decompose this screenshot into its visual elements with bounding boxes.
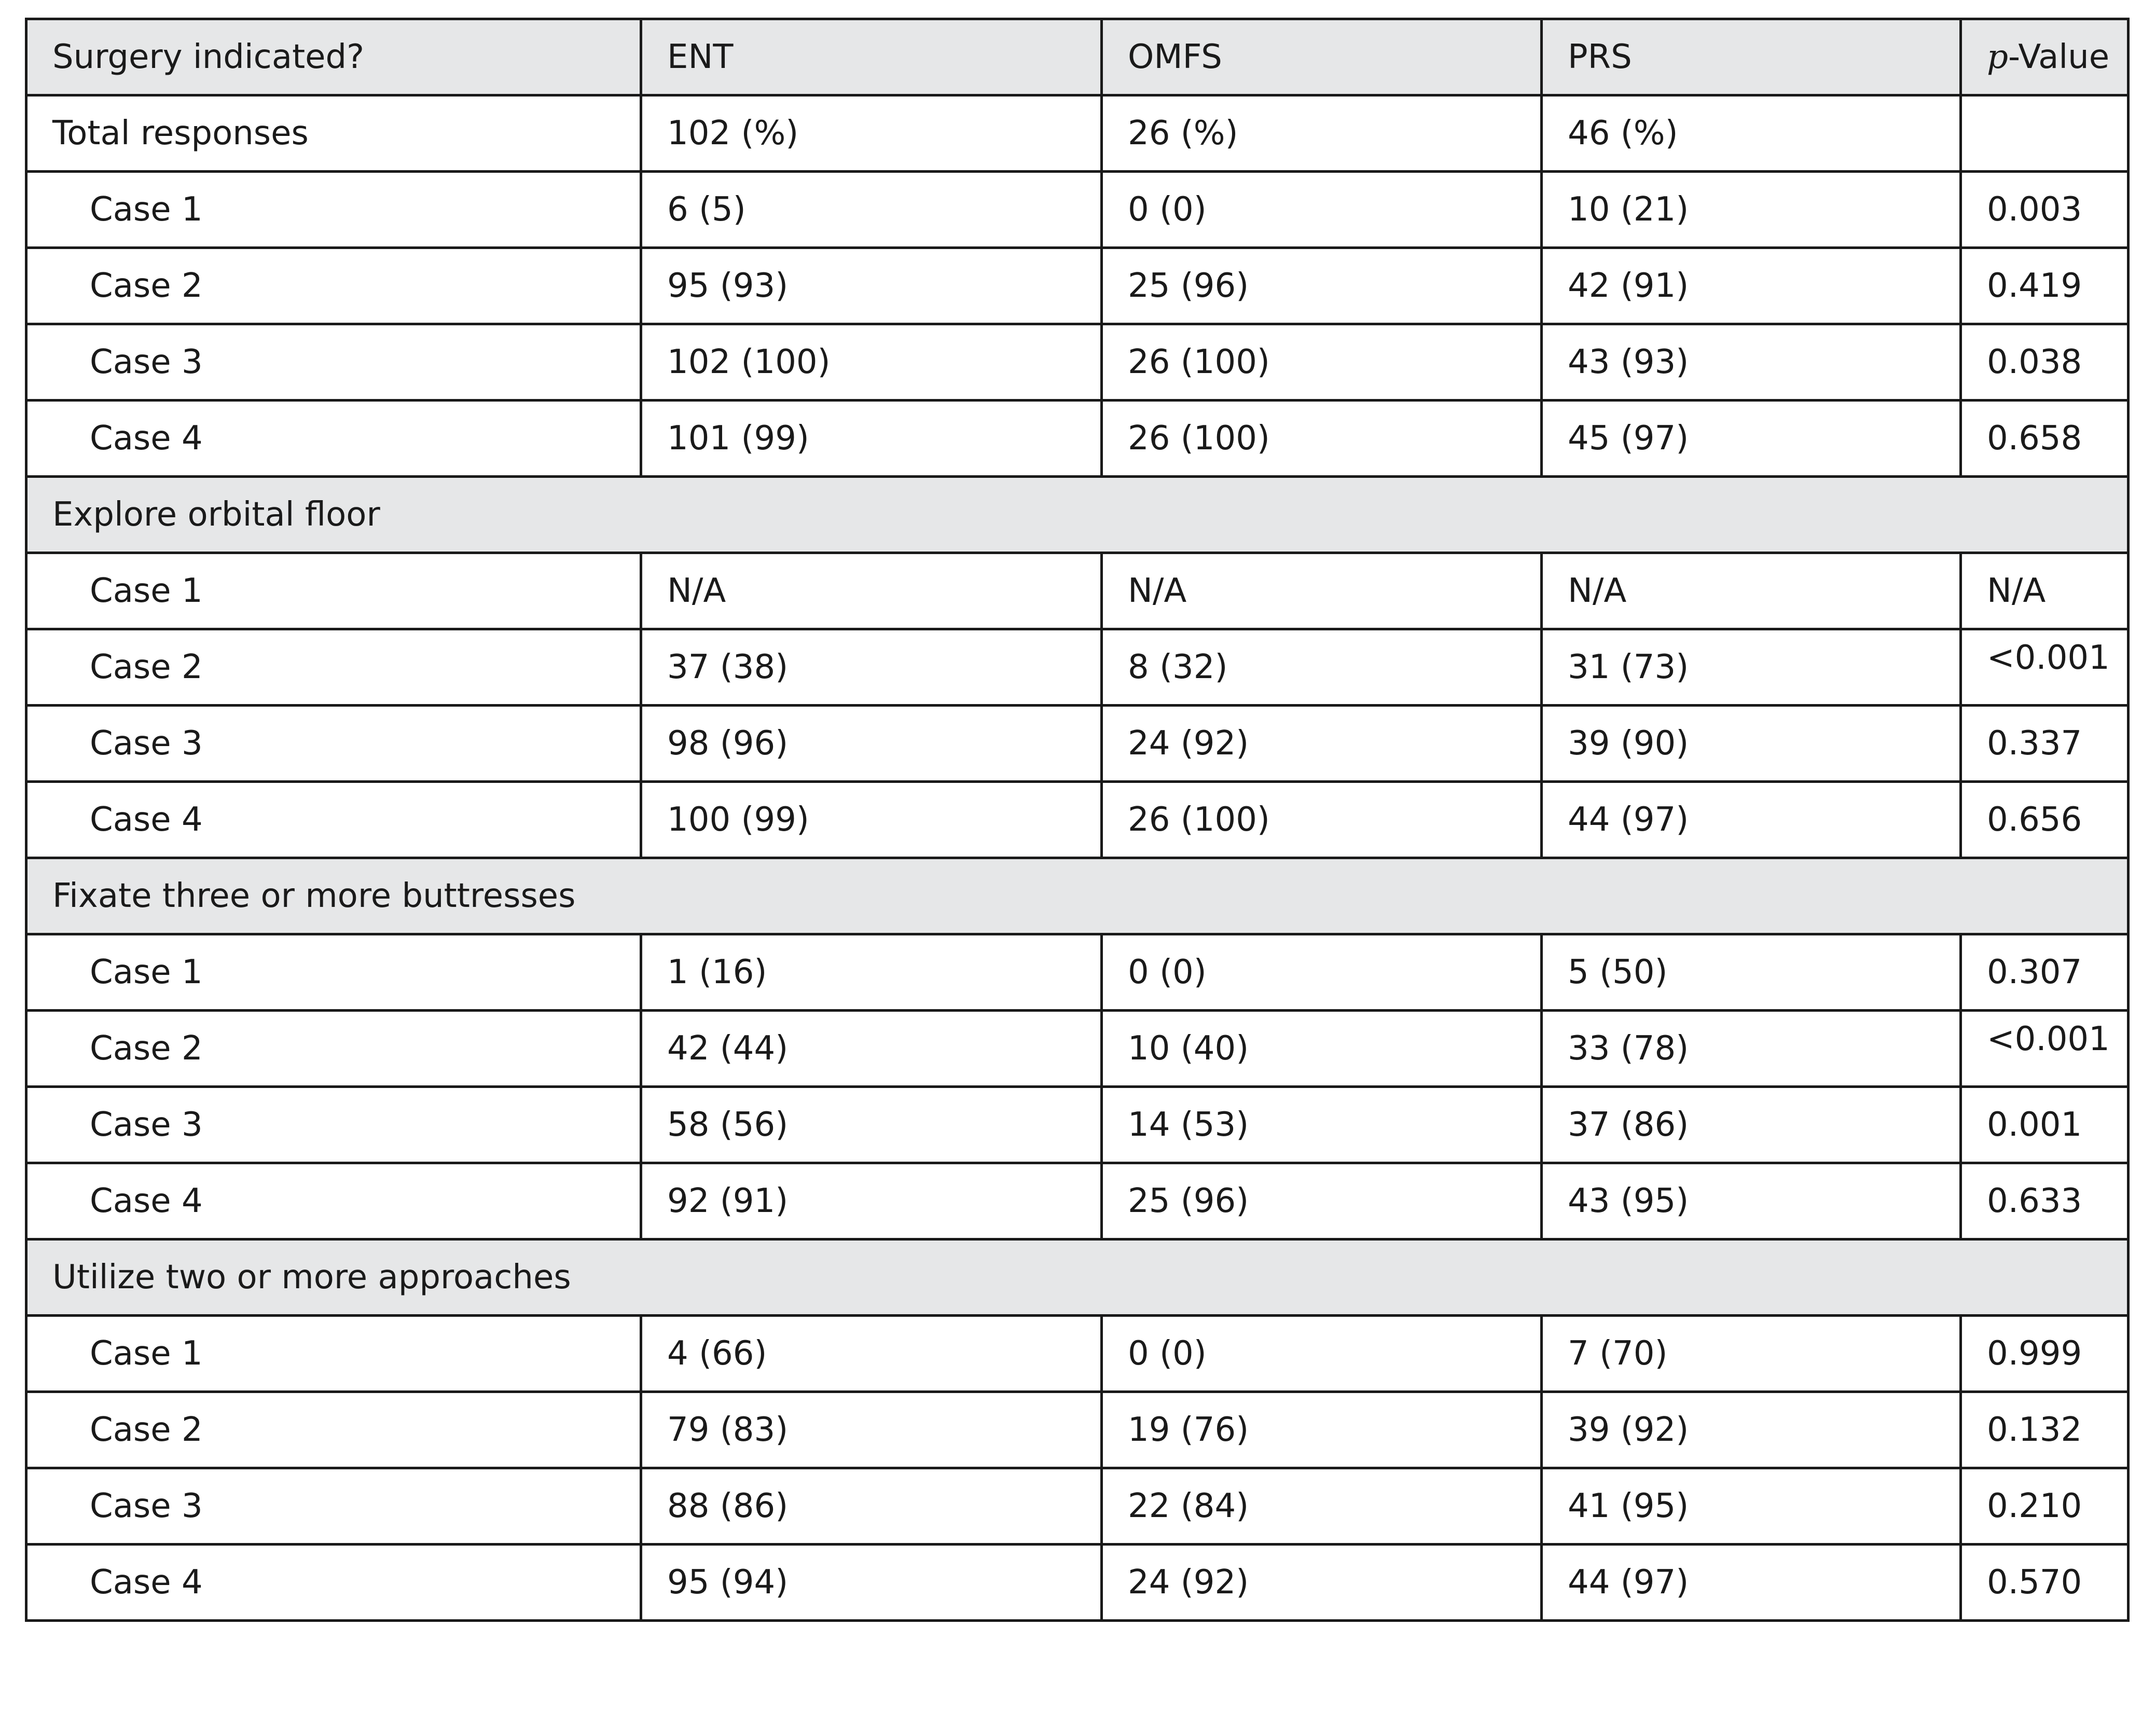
prs-value: 43 (93) — [1542, 324, 1961, 401]
table-row — [26, 934, 2129, 1011]
ent-value: 95 (93) — [641, 248, 1102, 324]
prs-value: 5 (50) — [1542, 934, 1961, 1011]
case-label: Case 2 — [26, 1011, 641, 1087]
omfs-value: 22 (84) — [1102, 1468, 1542, 1545]
ent-value: 102 (100) — [641, 324, 1102, 401]
header-p-italic: p — [1987, 38, 2008, 76]
table-row — [26, 1087, 2129, 1163]
ent-value: 1 (16) — [641, 934, 1102, 1011]
total-p — [1961, 95, 2129, 172]
table-row — [26, 1545, 2129, 1621]
ent-value: 88 (86) — [641, 1468, 1102, 1545]
prs-value: 37 (86) — [1542, 1087, 1961, 1163]
ent-value: N/A — [641, 553, 1102, 629]
case-label: Case 3 — [26, 1468, 641, 1545]
table-row — [26, 782, 2129, 858]
table-row — [26, 553, 2129, 629]
case-label: Case 2 — [26, 1392, 641, 1468]
prs-value: 39 (92) — [1542, 1392, 1961, 1468]
table-row — [26, 324, 2129, 401]
results-table — [25, 18, 2130, 1622]
ent-value: 79 (83) — [641, 1392, 1102, 1468]
prs-value: 44 (97) — [1542, 782, 1961, 858]
prs-value: 31 (73) — [1542, 629, 1961, 706]
section-title: Explore orbital floor — [26, 477, 2129, 553]
header-row — [26, 19, 2129, 95]
prs-value: 41 (95) — [1542, 1468, 1961, 1545]
p-value: N/A — [1961, 553, 2129, 629]
case-label: Case 1 — [26, 934, 641, 1011]
header-p-value — [1961, 19, 2129, 95]
prs-value: 33 (78) — [1542, 1011, 1961, 1087]
prs-value: 7 (70) — [1542, 1316, 1961, 1392]
section-header-utilize-approaches — [26, 1239, 2129, 1316]
omfs-value: 25 (96) — [1102, 1163, 1542, 1239]
p-value: 0.003 — [1961, 172, 2129, 248]
omfs-value: N/A — [1102, 553, 1542, 629]
table-row — [26, 629, 2129, 706]
omfs-value: 0 (0) — [1102, 172, 1542, 248]
table-row — [26, 1163, 2129, 1239]
omfs-value: 25 (96) — [1102, 248, 1542, 324]
p-value: 0.656 — [1961, 782, 2129, 858]
case-label: Case 2 — [26, 248, 641, 324]
ent-value: 92 (91) — [641, 1163, 1102, 1239]
ent-value: 101 (99) — [641, 401, 1102, 477]
p-value: 0.132 — [1961, 1392, 2129, 1468]
p-value: 0.001 — [1961, 1087, 2129, 1163]
ent-value: 42 (44) — [641, 1011, 1102, 1087]
prs-value: 42 (91) — [1542, 248, 1961, 324]
ent-value: 95 (94) — [641, 1545, 1102, 1621]
table-row — [26, 1392, 2129, 1468]
case-label: Case 1 — [26, 172, 641, 248]
header-p-rest: -Value — [2008, 38, 2110, 76]
table-row — [26, 1468, 2129, 1545]
omfs-value: 26 (100) — [1102, 324, 1542, 401]
prs-value: 39 (90) — [1542, 706, 1961, 782]
header-omfs: OMFS — [1102, 19, 1542, 95]
case-label: Case 1 — [26, 553, 641, 629]
omfs-value: 0 (0) — [1102, 934, 1542, 1011]
section-title: Fixate three or more buttresses — [26, 858, 2129, 934]
omfs-value: 24 (92) — [1102, 1545, 1542, 1621]
header-ent: ENT — [641, 19, 1102, 95]
p-value — [1961, 629, 2129, 706]
section-header-fixate-buttresses — [26, 858, 2129, 934]
p-value: 0.038 — [1961, 324, 2129, 401]
ent-value: 37 (38) — [641, 629, 1102, 706]
p-value: 0.210 — [1961, 1468, 2129, 1545]
p-value-text: <0.001 — [1987, 639, 2110, 677]
p-value: 0.419 — [1961, 248, 2129, 324]
omfs-value: 0 (0) — [1102, 1316, 1542, 1392]
case-label: Case 3 — [26, 706, 641, 782]
ent-value: 100 (99) — [641, 782, 1102, 858]
p-value — [1961, 1011, 2129, 1087]
omfs-value: 26 (100) — [1102, 782, 1542, 858]
prs-value: 44 (97) — [1542, 1545, 1961, 1621]
prs-value: 43 (95) — [1542, 1163, 1961, 1239]
case-label: Case 2 — [26, 629, 641, 706]
total-prs: 46 (%) — [1542, 95, 1961, 172]
case-label: Case 4 — [26, 1163, 641, 1239]
case-label: Case 4 — [26, 782, 641, 858]
total-omfs: 26 (%) — [1102, 95, 1542, 172]
prs-value: 45 (97) — [1542, 401, 1961, 477]
ent-value: 6 (5) — [641, 172, 1102, 248]
omfs-value: 24 (92) — [1102, 706, 1542, 782]
p-value: 0.633 — [1961, 1163, 2129, 1239]
case-label: Case 4 — [26, 401, 641, 477]
omfs-value: 26 (100) — [1102, 401, 1542, 477]
p-value: 0.999 — [1961, 1316, 2129, 1392]
header-prs: PRS — [1542, 19, 1961, 95]
ent-value: 98 (96) — [641, 706, 1102, 782]
omfs-value: 10 (40) — [1102, 1011, 1542, 1087]
case-label: Case 3 — [26, 324, 641, 401]
section-title: Utilize two or more approaches — [26, 1239, 2129, 1316]
p-value-text: <0.001 — [1987, 1020, 2110, 1058]
case-label: Case 3 — [26, 1087, 641, 1163]
prs-value: N/A — [1542, 553, 1961, 629]
p-value: 0.307 — [1961, 934, 2129, 1011]
omfs-value: 14 (53) — [1102, 1087, 1542, 1163]
section-header-explore-orbital-floor — [26, 477, 2129, 553]
p-value: 0.337 — [1961, 706, 2129, 782]
omfs-value: 8 (32) — [1102, 629, 1542, 706]
total-label: Total responses — [26, 95, 641, 172]
case-label: Case 4 — [26, 1545, 641, 1621]
p-value: 0.658 — [1961, 401, 2129, 477]
prs-value: 10 (21) — [1542, 172, 1961, 248]
table-row — [26, 706, 2129, 782]
omfs-value: 19 (76) — [1102, 1392, 1542, 1468]
total-responses-row — [26, 95, 2129, 172]
table-row — [26, 172, 2129, 248]
total-ent: 102 (%) — [641, 95, 1102, 172]
table-row — [26, 1316, 2129, 1392]
case-label: Case 1 — [26, 1316, 641, 1392]
p-value: 0.570 — [1961, 1545, 2129, 1621]
ent-value: 58 (56) — [641, 1087, 1102, 1163]
table-row — [26, 401, 2129, 477]
ent-value: 4 (66) — [641, 1316, 1102, 1392]
header-surgery-indicated: Surgery indicated? — [26, 19, 641, 95]
table-row — [26, 1011, 2129, 1087]
table-row — [26, 248, 2129, 324]
